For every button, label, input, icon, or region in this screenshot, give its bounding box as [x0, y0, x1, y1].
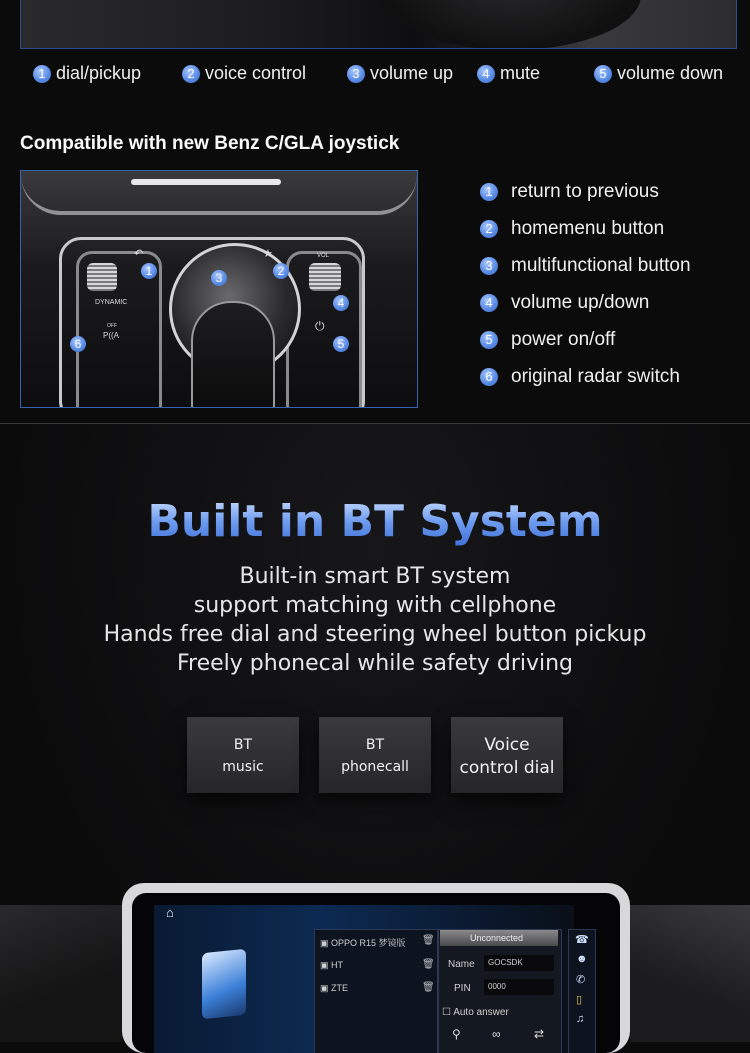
joystick-list-item: [480, 366, 680, 388]
feature-line1: BT: [233, 737, 253, 753]
touchpad-palmrest: [191, 301, 275, 408]
number-badge-icon: 1: [480, 183, 498, 201]
bt-title: Built in BT System: [0, 496, 750, 547]
bt-description-line: support matching with cellphone: [193, 593, 557, 618]
joystick-item-label: power on/off: [511, 329, 616, 350]
music-icon[interactable]: ♫: [576, 1013, 585, 1025]
legend-label: mute: [500, 63, 541, 83]
name-label: Name: [448, 959, 475, 970]
feature-line2: music: [222, 759, 264, 775]
joystick-item-label: multifunctional button: [511, 255, 691, 276]
number-badge-icon: 4: [480, 294, 498, 312]
head-unit-screen: [132, 893, 620, 1053]
joystick-title: Compatible with new Benz C/GLA joystick: [20, 133, 400, 154]
photo-label-dynamic: DYNAMIC: [95, 299, 128, 306]
pin-value: 0000: [488, 982, 506, 991]
auto-answer-checkbox[interactable]: ☐ Auto answer: [442, 1007, 509, 1018]
name-value: GOCSDK: [488, 958, 523, 967]
dynamic-roller: [87, 263, 117, 291]
legend-item: [182, 63, 306, 84]
power-icon: ⏻: [315, 319, 325, 333]
joystick-list-item: [480, 255, 691, 277]
steering-legend: [0, 63, 750, 89]
joystick-item-label: return to previous: [511, 181, 659, 202]
joystick-item-label: homemenu button: [511, 218, 665, 239]
disconnect-icon[interactable]: ⇄: [534, 1027, 545, 1041]
dashboard-right: [630, 905, 750, 1042]
device-list-item[interactable]: ▣ OPPO R15 梦镜版: [320, 938, 406, 948]
bt-description-line: Built-in smart BT system: [239, 564, 511, 589]
delete-icon[interactable]: 🗑: [422, 982, 435, 993]
photo-number-badge: 1: [141, 263, 157, 279]
photo-label-vol: VOL: [317, 253, 330, 259]
number-badge-icon: 4: [477, 65, 495, 83]
legend-label: volume up: [370, 63, 454, 83]
back-arrow-icon: ↶: [134, 248, 144, 260]
photo-number-badge: 5: [333, 336, 349, 352]
device-name: HT: [331, 960, 344, 970]
photo-label-off: OFF: [107, 323, 117, 329]
feature-line1: Voice: [484, 735, 530, 755]
number-badge-icon: 6: [480, 368, 498, 386]
legend-item: [347, 63, 453, 84]
device-name: ZTE: [331, 983, 349, 993]
feature-tile-bt-phonecall: [319, 717, 431, 793]
photo-number-badge: 6: [70, 336, 86, 352]
number-badge-icon: 1: [33, 65, 51, 83]
feature-line1: BT: [365, 737, 385, 753]
steering-wheel-image: [381, 0, 641, 49]
legend-label: volume down: [617, 63, 724, 83]
joystick-list-item: [480, 218, 664, 240]
feature-tile-voice-control: [451, 717, 563, 793]
steering-wheel-photo: [20, 0, 737, 49]
bt-description-line: Freely phonecal while safety driving: [176, 651, 574, 676]
legend-item: [594, 63, 723, 84]
joystick-list-item: [480, 329, 615, 351]
pin-label: PIN: [454, 983, 471, 994]
volume-roller: [309, 263, 341, 291]
connection-status: Unconnected: [470, 933, 524, 943]
device-name: OPPO R15 梦镜版: [331, 938, 406, 948]
bt-side-menu: [568, 929, 596, 1053]
number-badge-icon: 2: [182, 65, 200, 83]
photo-label-park: P((A: [103, 331, 119, 340]
dashboard-left: [0, 905, 122, 1042]
legend-label: dial/pickup: [56, 63, 142, 83]
joystick-photo: [20, 170, 418, 408]
console-trim: [21, 171, 417, 215]
feature-line2: phonecall: [341, 759, 409, 775]
number-badge-icon: 3: [347, 65, 365, 83]
phone-illustration-icon: [202, 949, 246, 1020]
photo-number-badge: 4: [333, 295, 349, 311]
legend-item: [33, 63, 141, 84]
search-icon[interactable]: ⚲: [452, 1027, 461, 1041]
device-list-item[interactable]: ▣ ZTE: [320, 983, 349, 993]
link-icon[interactable]: ∞: [492, 1027, 501, 1041]
feature-tile-bt-music: [187, 717, 299, 793]
legend-item: [477, 63, 540, 84]
photo-number-badge: 2: [273, 263, 289, 279]
contacts-icon[interactable]: ☻: [576, 953, 588, 965]
device-list-item[interactable]: ▣ HT: [320, 960, 344, 970]
number-badge-icon: 5: [594, 65, 612, 83]
delete-icon[interactable]: 🗑: [422, 959, 435, 970]
star-icon: ★: [263, 248, 273, 260]
number-badge-icon: 3: [480, 257, 498, 275]
photo-number-badge: 3: [211, 270, 227, 286]
joystick-list-item: [480, 292, 649, 314]
joystick-item-label: volume up/down: [511, 292, 650, 313]
delete-icon[interactable]: 🗑: [422, 935, 435, 946]
bt-description-line: Hands free dial and steering wheel button pickup: [103, 622, 647, 647]
number-badge-icon: 2: [480, 220, 498, 238]
feature-line2: control dial: [459, 758, 555, 778]
joystick-item-label: original radar switch: [511, 366, 680, 387]
joystick-list-item: [480, 181, 659, 203]
legend-label: voice control: [205, 63, 307, 83]
call-log-icon[interactable]: ✆: [576, 974, 586, 986]
home-icon[interactable]: ⌂: [166, 905, 174, 920]
auto-answer-label: Auto answer: [453, 1007, 509, 1018]
phone-icon[interactable]: ☎: [575, 934, 589, 946]
number-badge-icon: 5: [480, 331, 498, 349]
device-icon[interactable]: ▯: [576, 994, 583, 1006]
